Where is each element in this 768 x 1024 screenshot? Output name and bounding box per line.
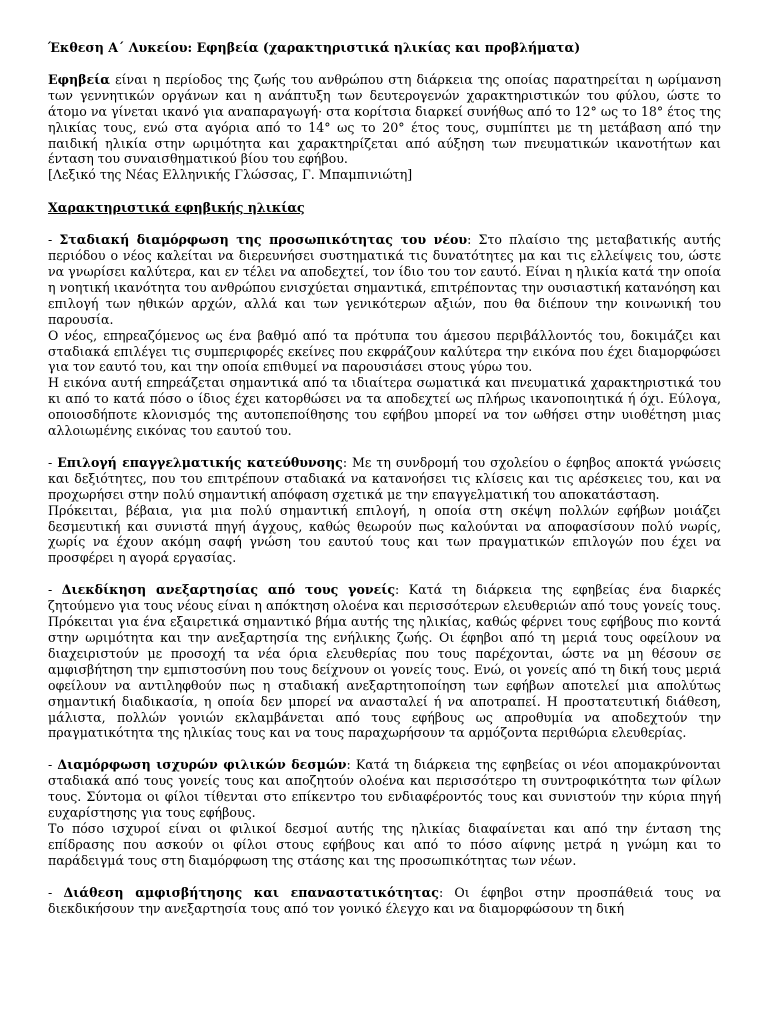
list-dash: - [48, 884, 64, 900]
definition-term: Εφηβεία [48, 71, 110, 87]
characteristic-paragraph [48, 757, 721, 821]
characteristic-paragraph [48, 582, 721, 741]
characteristic-continuation: Η εικόνα αυτή επηρεάζεται σημαντικά από τα ιδιαίτερα σωματικά και πνευματικά χαρακτηριστικά του κι από το κατά πόσο ο ίδιος έχει κατορθώσει να τα αποδεχτεί ως πλήρως ικανοποιητικά ή όχι. Εύλογα, οποιοσδήποτε κλονισμός της αυτοπεποίθησης του εφήβου μπορεί να τον ωθήσει στην υιοθέτηση μιας αλλοιωμένης εικόνας του εαυτού του. [48, 375, 721, 439]
definition-body: είναι η περίοδος της ζωής του ανθρώπου στη διάρκεια της οποίας παρατηρείται η ωρίμανση των γεννητικών οργάνων και η ανάπτυξη των δευτερογενών χαρακτηριστικών του φύλου, ώστε το άτομο να γίνεται ικανό για αναπαραγωγή· στα κορίτσια διαρκεί συνήθως από το 12° ως το 18° έτος της ηλικίας τους, ενώ στα αγόρια από το 14° ως το 20° έτος τους, συμπίπτει με τη μετάβαση από την παιδική ηλικία στην ωριμότητα και χαρακτηρίζεται από αύξηση των πνευματικών ικανοτήτων και ένταση του συναισθηματικού βίου του εφήβου. [48, 71, 721, 167]
characteristic-section [48, 455, 721, 566]
characteristic-paragraph [48, 455, 721, 503]
list-dash: - [48, 582, 62, 598]
list-dash: - [48, 454, 58, 470]
characteristic-term: Σταδιακή διαμόρφωση της προσωπικότητας του νέου [59, 232, 468, 248]
characteristic-continuation: Το πόσο ισχυροί είναι οι φιλικοί δεσμοί αυτής της ηλικίας διαφαίνεται και από την ένταση της επίδρασης που ασκούν οι φίλοι στους εφήβους και από το πόσο αίφνης μετρά η γνώμη και το παράδειγμά τους στη διαμόρφωση της στάσης και της προσωπικότητας των νέων. [48, 820, 721, 868]
characteristic-section [48, 885, 721, 917]
characteristic-section [48, 232, 721, 439]
characteristics-list [48, 232, 721, 916]
definition-paragraph [48, 72, 721, 183]
list-dash: - [48, 757, 58, 773]
characteristic-text: : Στο πλαίσιο της μεταβατικής αυτής περιόδου ο νέος καλείται να διερευνήσει συστηματικά τις δυνατότητες μα και τις ελλείψεις του, ώστε να γνωρίσει καλύτερα, και εν τέλει να αποδεχτεί, τον ίδιο του τον εαυτό. Είναι η ηλικία κατά την οποία η νοητική ικανότητα του ανθρώπου ενισχύεται σημαντικά, επιτρέποντας την ουσιαστική κατανόηση και επιλογή των ηθικών αρχών, αλλά και των γενικότερων αξιών, που θα διέπουν την κοινωνική του παρουσία. [48, 232, 721, 327]
definition-text [48, 72, 721, 167]
characteristic-text: : Οι έφηβοι στην προσπάθειά τους να διεκδικήσουν την ανεξαρτησία τους από τον γονικό έλεγχο και να διαμορφώσουν τη δική [48, 884, 721, 916]
characteristic-term: Επιλογή επαγγελματικής κατεύθυνσης [57, 454, 343, 470]
characteristic-paragraph [48, 232, 721, 327]
characteristic-paragraph [48, 885, 721, 917]
characteristic-text: : Με τη συνδρομή του σχολείου ο έφηβος αποκτά γνώσεις και δεξιότητες, που του επιτρέπουν σταδιακά να κατανοήσει τις κλίσεις και τις αρέσκειες του, και να προχωρήσει στην πολύ σημαντική απόφαση σχετικά με την επαγγελματική του αποκατάσταση. [48, 454, 722, 502]
characteristic-term: Διεκδίκηση ανεξαρτησίας από τους γονείς [61, 582, 396, 598]
characteristic-term: Διαμόρφωση ισχυρών φιλικών δεσμών [57, 757, 347, 773]
list-dash: - [48, 232, 60, 248]
characteristic-section [48, 582, 721, 741]
characteristic-continuation: Ο νέος, επηρεαζόμενος ως ένα βαθμό από τα πρότυπα του άμεσου περιβάλλοντός του, δοκιμάζει και σταδιακά επιλέγει τις συμπεριφορές εκείνες που εκφράζουν καλύτερα την εικόνα που έχει διαμορφώσει για τον εαυτό του, και την οποία επιθυμεί να παρουσιάσει στους γύρω του. [48, 327, 721, 375]
definition-source: [Λεξικό της Νέας Ελληνικής Γλώσσας, Γ. Μπαμπινιώτη] [48, 167, 413, 183]
characteristic-term: Διάθεση αμφισβήτησης και επαναστατικότητας [63, 884, 439, 900]
document-title: Έκθεση Α΄ Λυκείου: Εφηβεία (χαρακτηριστικά ηλικίας και προβλήματα) [48, 40, 581, 55]
characteristic-section [48, 757, 721, 868]
characteristic-text: : Κατά τη διάρκεια της εφηβείας οι νέοι απομακρύνονται σταδιακά από τους γονείς τους και αποζητούν ολοένα και περισσότερο τη συντροφικότητα των φίλων τους. Σύντομα οι φίλοι τίθενται στο επίκεντρο του ενδιαφέροντός τους και συνιστούν την κύρια πηγή ευχαρίστησης για τους εφήβους. [48, 757, 721, 821]
characteristic-continuation: Πρόκειται, βέβαια, για μια πολύ σημαντική επιλογή, η οποία στη σκέψη πολλών εφήβων μοιάζει δεσμευτική και συνιστά πηγή άγχους, καθώς θεωρούν πως καλούνται να αποφασίσουν πολύ νωρίς, χωρίς να έχουν ακόμη σαφή γνώση του εαυτού τους και των πραγματικών επιλογών που έχει να προσφέρει η αγορά εργασίας. [48, 502, 721, 566]
characteristic-text: : Κατά τη διάρκεια της εφηβείας ένα διαρκές ζητούμενο για τους νέους είναι η απόκτηση ολοένα και περισσότερων ελευθεριών από τους γονείς τους. Πρόκειται για ένα εξαιρετικά σημαντικό βήμα αυτής της ηλικίας, καθώς φέρνει τους εφήβους πιο κοντά στην ωριμότητα και την ανεξαρτησία της ενήλικης ζωής. Οι έφηβοι από τη μεριά τους οφείλουν να διαχειριστούν με προσοχή τα νέα όρια ελευθερίας που τους παρέχονται, ώστε να μη θέσουν σε αμφισβήτηση την εμπιστοσύνη που τους δείχνουν οι γονείς τους. Ενώ, οι γονείς από τη δική τους μεριά οφείλουν να αντιληφθούν πως η σταδιακή ανεξαρτητοποίηση των εφήβων αποτελεί μια απολύτως σημαντική διαδικασία, η οποία δεν μπορεί να ανασταλεί ή να αποτραπεί. Η προστατευτική διάθεση, μάλιστα, πολλών γονιών εκλαμβάνεται από τους εφήβους ως απροθυμία να αποδεχτούν την πραγματικότητα της ηλικίας τους και να τους παραχωρήσουν τα αρμόζοντα περιθώρια ελευθερίας. [48, 582, 721, 741]
section-heading: Χαρακτηριστικά εφηβικής ηλικίας [48, 200, 305, 216]
